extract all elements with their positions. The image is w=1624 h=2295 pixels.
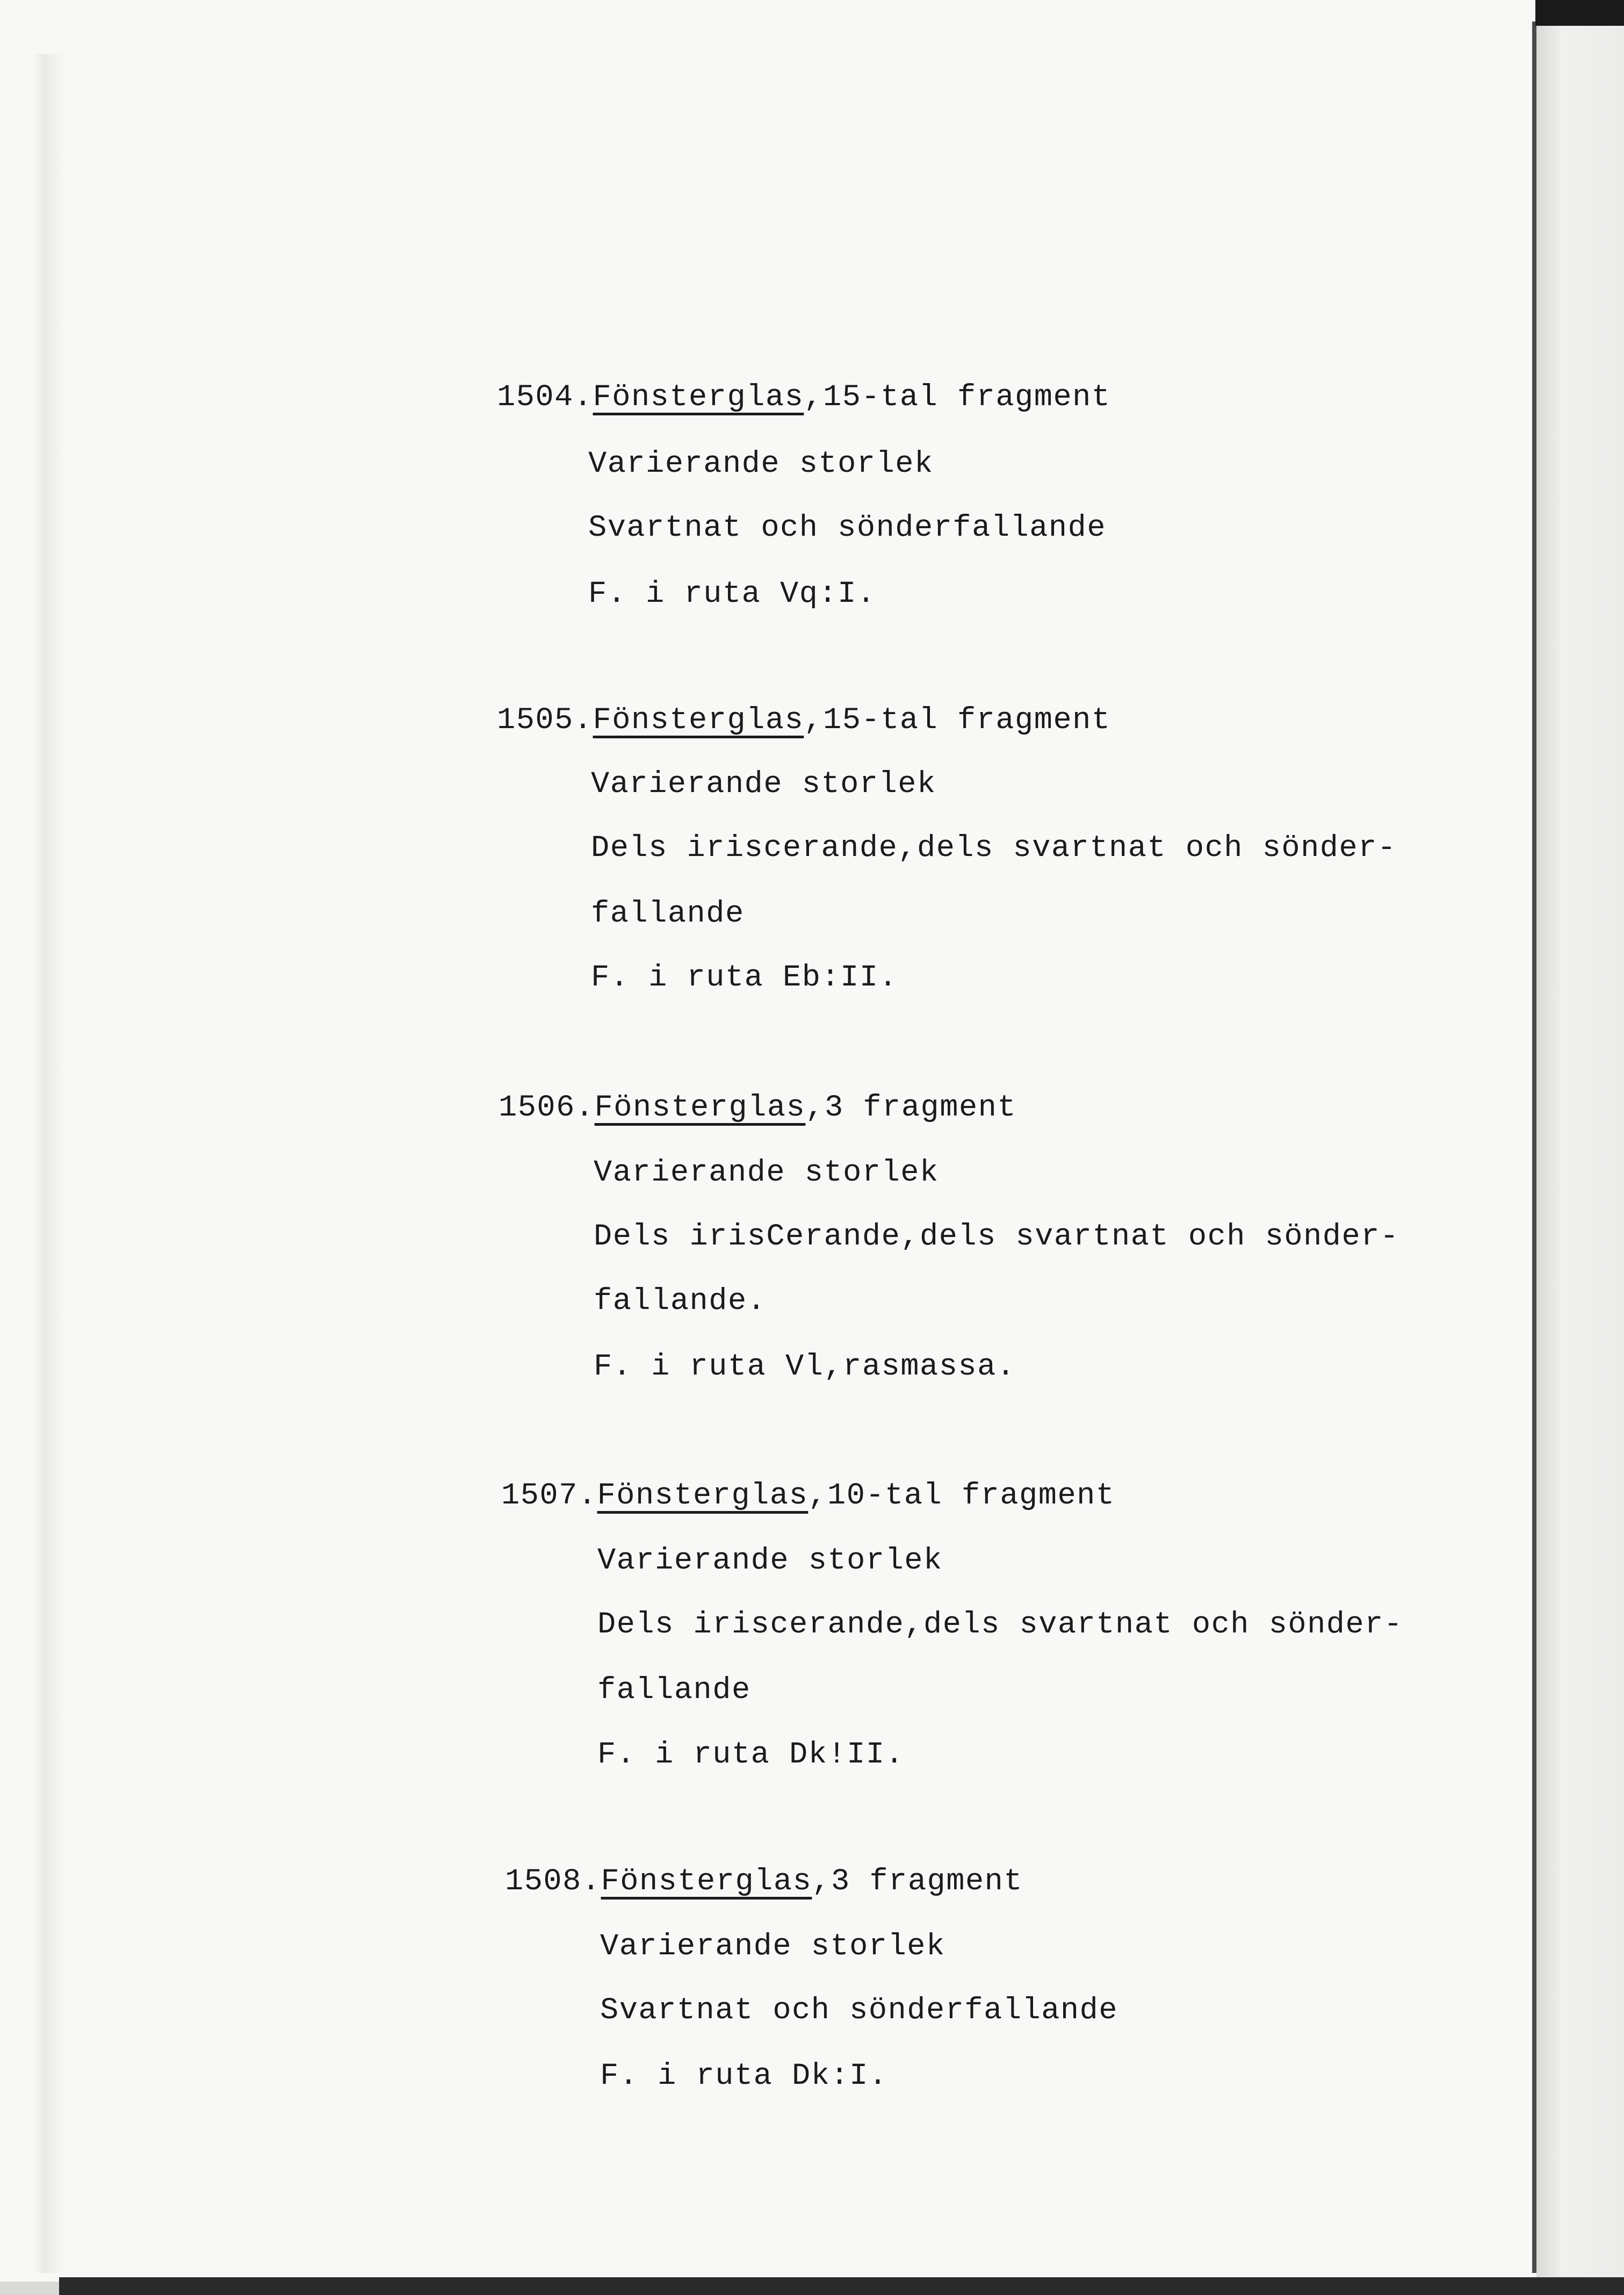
entry-title: Fönsterglas bbox=[594, 1091, 806, 1125]
page-bottom-edge bbox=[59, 2277, 1624, 2295]
entry-title: Fönsterglas bbox=[593, 703, 804, 738]
entry-number: 1505. bbox=[497, 703, 593, 738]
entry-title: Fönsterglas bbox=[597, 1479, 809, 1513]
entry-line: fallande bbox=[591, 897, 745, 931]
entry-line: F. i ruta Eb:II. bbox=[591, 961, 898, 995]
entry-count: ,15-tal fragment bbox=[804, 703, 1111, 738]
entry-line: Varierande storlek bbox=[597, 1544, 943, 1578]
entry-line: Dels iriscerande,dels svartnat och sönder- bbox=[597, 1608, 1403, 1642]
entry-number: 1506. bbox=[499, 1091, 595, 1125]
entry-number: 1507. bbox=[501, 1479, 597, 1513]
entry-count: ,3 fragment bbox=[805, 1091, 1017, 1125]
entry-count: ,15-tal fragment bbox=[804, 380, 1111, 415]
scan-corner-mark bbox=[1535, 0, 1624, 26]
page-right-margin bbox=[1536, 0, 1624, 2295]
entry-line: F. i ruta Dk:I. bbox=[600, 2059, 888, 2093]
page-bottom-margin bbox=[0, 2282, 59, 2295]
entry-heading bbox=[505, 1863, 1023, 1901]
entry-line: fallande. bbox=[594, 1284, 767, 1319]
entry-number: 1508. bbox=[505, 1865, 601, 1899]
entry-line: Dels iriscerande,dels svartnat och sönder- bbox=[591, 831, 1397, 866]
entry-count: ,10-tal fragment bbox=[808, 1479, 1115, 1513]
entry-line: Varierande storlek bbox=[588, 447, 934, 481]
entry-title: Fönsterglas bbox=[593, 380, 804, 415]
entry-line: Varierande storlek bbox=[594, 1156, 939, 1190]
entry-title: Fönsterglas bbox=[601, 1865, 812, 1899]
entry-line: Varierande storlek bbox=[600, 1930, 945, 1964]
entry-line: Svartnat och sönderfallande bbox=[588, 511, 1107, 545]
entry-line: Varierande storlek bbox=[591, 767, 936, 802]
entry-heading bbox=[499, 1089, 1016, 1127]
entry-line: F. i ruta Dk!II. bbox=[597, 1738, 905, 1772]
entry-heading bbox=[501, 1477, 1115, 1515]
entry-heading bbox=[497, 702, 1111, 739]
entry-count: ,3 fragment bbox=[812, 1865, 1023, 1899]
entry-heading bbox=[497, 379, 1111, 416]
entry-line: fallande bbox=[597, 1673, 751, 1708]
page-right-edge bbox=[1532, 21, 1536, 2273]
entry-line: F. i ruta Vq:I. bbox=[588, 577, 876, 611]
entry-line: F. i ruta Vl,rasmassa. bbox=[594, 1350, 1016, 1384]
entry-line: Dels irisCerande,dels svartnat och sönder- bbox=[594, 1220, 1399, 1254]
entry-number: 1504. bbox=[497, 380, 593, 415]
entry-line: Svartnat och sönderfallande bbox=[600, 1994, 1118, 2028]
